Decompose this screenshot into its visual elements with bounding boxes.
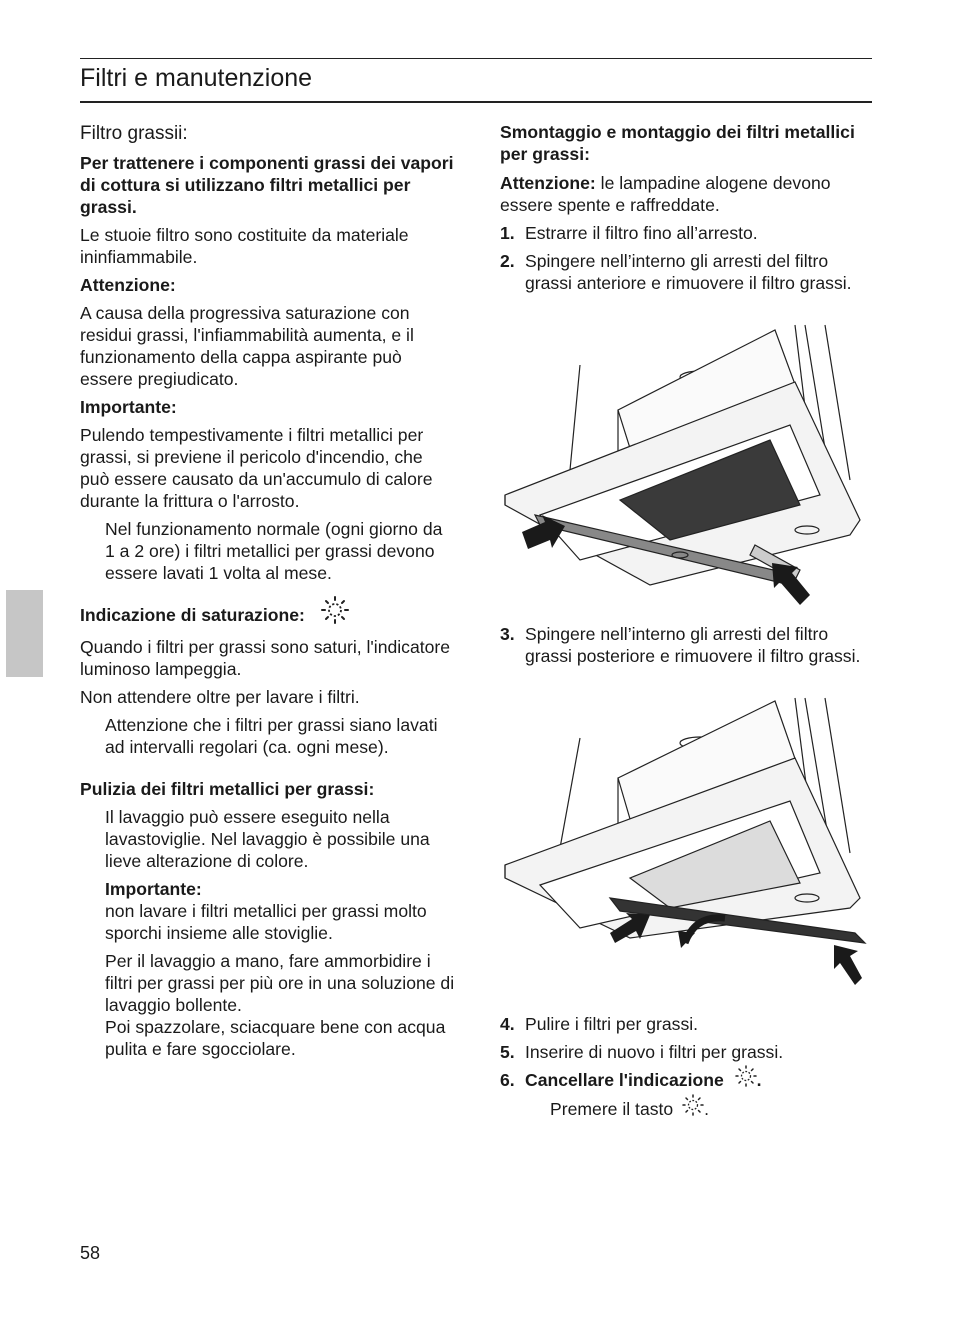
- step-number: 4.: [500, 1014, 515, 1034]
- step-4: [500, 1013, 872, 1035]
- step-text: Inserire di nuovo i filtri per grassi.: [525, 1042, 784, 1062]
- intro-bold: Per trattenere i componenti grassi dei vapori di cottura si utilizzano filtri metallici per grassi.: [80, 153, 454, 217]
- attenzione-paragraph: [500, 172, 872, 216]
- right-column-step3: [500, 623, 872, 667]
- premere-line: [500, 1098, 872, 1121]
- step-1: [500, 222, 872, 244]
- saturazione-text: Quando i filtri per grassi sono saturi, l'indicatore luminoso lampeggia.: [80, 637, 451, 679]
- step-2: [500, 250, 872, 294]
- side-tab: [6, 590, 43, 677]
- premere-text: Premere il tasto: [550, 1098, 674, 1119]
- attenzione-label: Attenzione:: [500, 173, 596, 193]
- importante-text: Pulendo tempestivamente i filtri metallici per grassi, si previene il pericolo d'incendio, che può essere causato da un'accumulo di calore durante la frittura o l'arrosto.: [80, 425, 433, 511]
- filtro-heading: Filtro grassii:: [80, 123, 188, 144]
- page-number: 58: [80, 1243, 101, 1263]
- paragraph: Le stuoie filtro sono costituite da materiale ininfiammabile.: [80, 225, 409, 267]
- premere-period: .: [704, 1098, 709, 1119]
- right-column: [500, 121, 872, 294]
- attenzione-text: A causa della progressiva saturazione con residui grassi, l'infiammabilità aumenta, e il funzionamento della cappa aspirante può essere pregiudicato.: [80, 303, 414, 389]
- step-number: 3.: [500, 624, 515, 644]
- pulizia-importante-label: Importante:: [105, 879, 202, 899]
- step-6-period: .: [756, 1070, 762, 1090]
- saturazione-heading: [80, 604, 455, 629]
- page-title: Filtri e manutenzione: [80, 64, 313, 92]
- pulizia-importante-text: non lavare i filtri metallici per grassi molto sporchi insieme alle stoviglie.: [105, 901, 427, 943]
- saturation-indicator-icon: [735, 1065, 757, 1092]
- step-6: [500, 1069, 872, 1092]
- pulizia-text-2: Per il lavaggio a mano, fare ammorbidire i filtri per grassi per più ore in una soluzione di lavaggio bollente.: [105, 951, 455, 1015]
- hood-illustration-rear-filter: [500, 693, 872, 998]
- step-3: [500, 623, 872, 667]
- right-column-steps-4-6: [500, 1013, 872, 1121]
- saturazione-heading-text: Indicazione di saturazione:: [80, 605, 305, 626]
- step-5: [500, 1041, 872, 1063]
- step-text: Pulire i filtri per grassi.: [525, 1014, 699, 1034]
- step-text: Spingere nell’interno gli arresti del filtro grassi anteriore e rimuovere il filtro grassi.: [525, 251, 852, 293]
- step-text: Spingere nell’interno gli arresti del filtro grassi posteriore e rimuovere il filtro grassi.: [525, 624, 861, 666]
- pulizia-heading: Pulizia dei filtri metallici per grassi:: [80, 779, 375, 799]
- header-top-rule: [80, 58, 872, 59]
- note-text-2: Attenzione che i filtri per grassi siano lavati ad intervalli regolari (ca. ogni mese).: [105, 715, 438, 757]
- step-text: Cancellare l'indicazione: [525, 1070, 724, 1090]
- step-number: 6.: [500, 1070, 515, 1090]
- step-number: 2.: [500, 251, 515, 271]
- left-column: [80, 123, 455, 1060]
- hood-illustration-front-filter: [500, 320, 872, 610]
- step-text: Estrarre il filtro fino all’arresto.: [525, 223, 758, 243]
- pulizia-text-3: Poi spazzolare, sciacquare bene con acqua pulita e fare sgocciolare.: [105, 1017, 446, 1059]
- note-text: Nel funzionamento normale (ogni giorno da 1 a 2 ore) i filtri metallici per grassi devono essere lavati 1 volta al mese.: [105, 519, 443, 583]
- saturazione-text-2: Non attendere oltre per lavare i filtri.: [80, 687, 360, 707]
- saturation-indicator-icon: [320, 596, 350, 629]
- pulizia-text: Il lavaggio può essere eseguito nella lavastoviglie. Nel lavaggio è possibile una lieve alterazione di colore.: [105, 807, 430, 871]
- importante-label: Importante:: [80, 397, 177, 417]
- step-number: 1.: [500, 223, 515, 243]
- step-number: 5.: [500, 1042, 515, 1062]
- header-bottom-rule: [80, 101, 872, 103]
- attenzione-label: Attenzione:: [80, 275, 176, 295]
- saturation-indicator-icon: [682, 1094, 704, 1121]
- attenzione-text: le lampadine alogene devono essere spente e raffreddate.: [500, 173, 831, 215]
- smontaggio-heading: Smontaggio e montaggio dei filtri metallici per grassi:: [500, 122, 855, 164]
